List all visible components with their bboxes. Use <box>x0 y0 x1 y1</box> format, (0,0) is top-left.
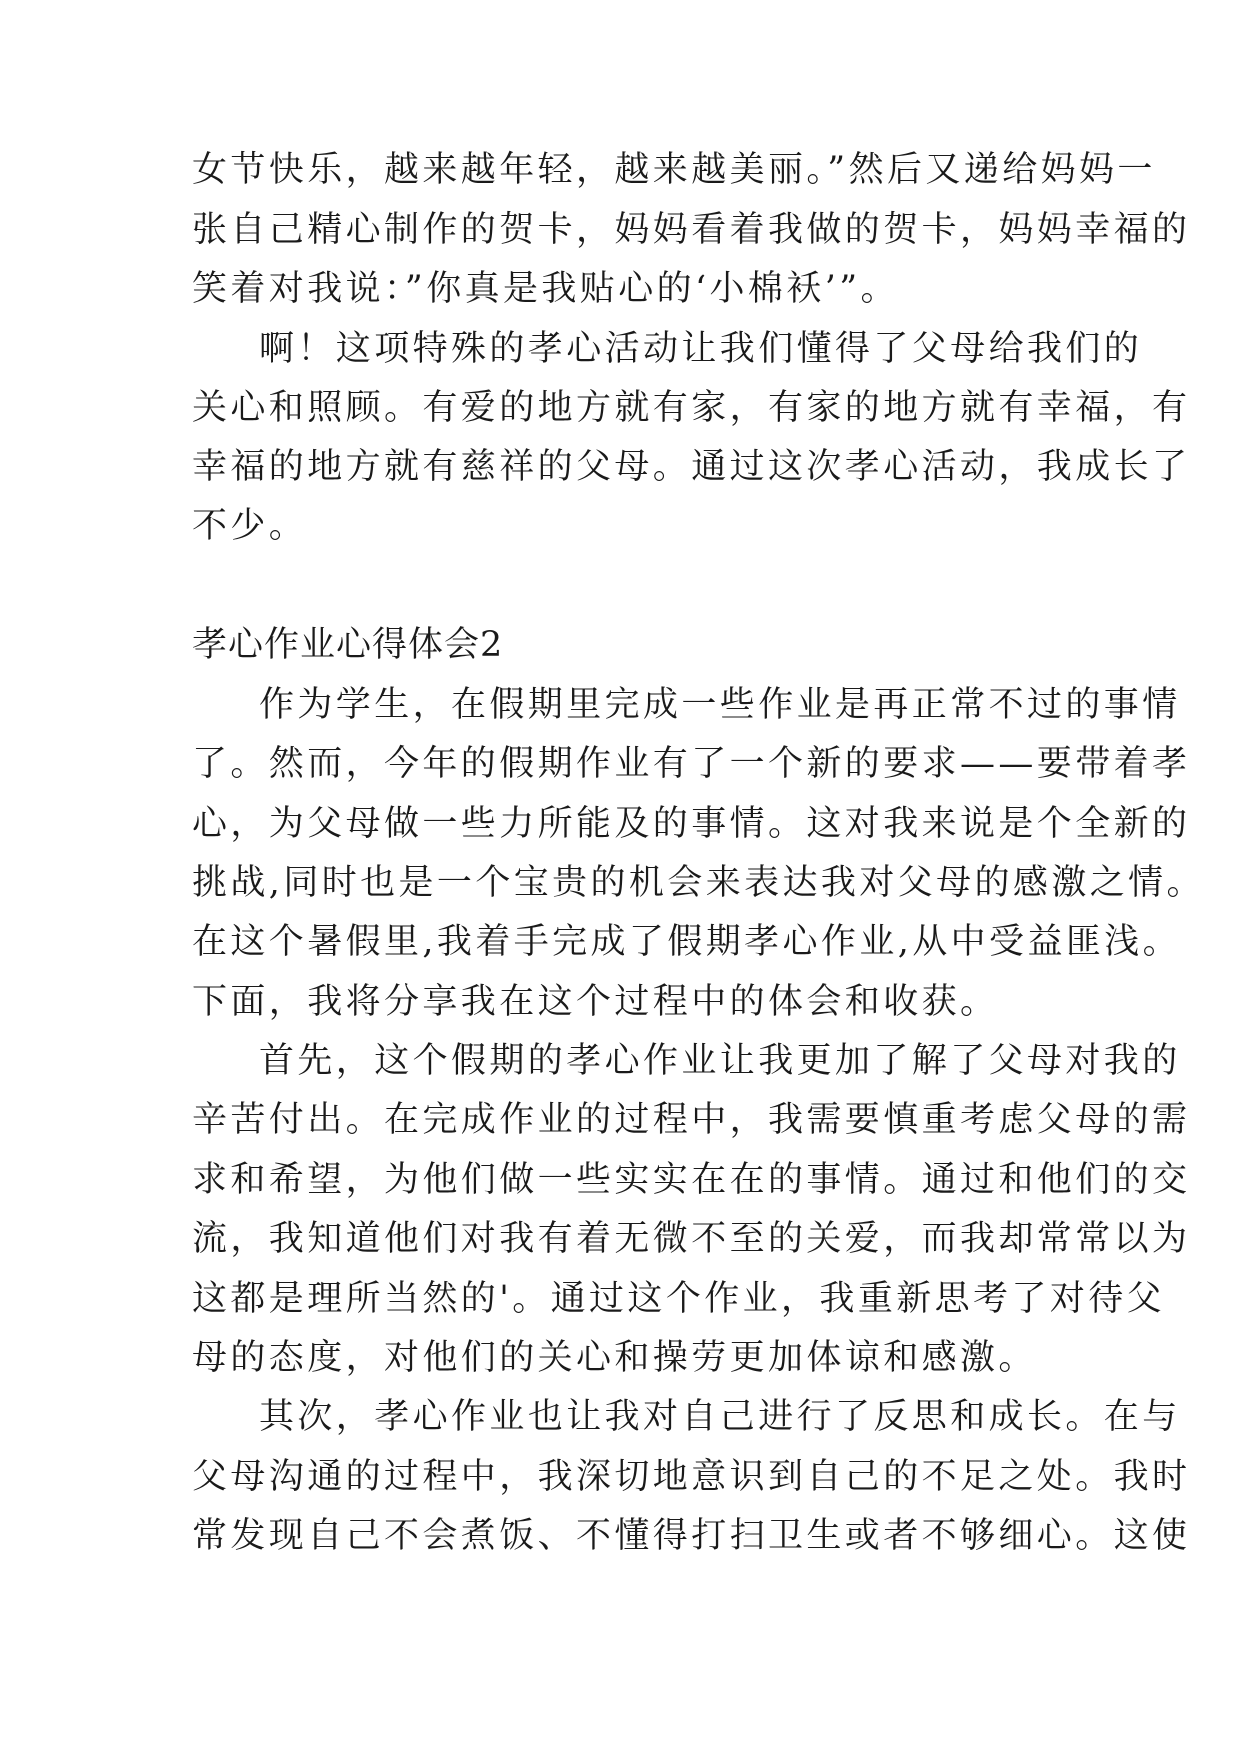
paragraph-line: 心，为父母做一些力所能及的事情。这对我来说是个全新的 <box>192 804 1191 844</box>
paragraph-line: 关心和照顾。有爱的地方就有家，有家的地方就有幸福，有 <box>192 388 1191 428</box>
paragraph-line: 啊！这项特殊的孝心活动让我们懂得了父母给我们的 <box>259 329 1143 369</box>
paragraph-line: 父母沟通的过程中，我深切地意识到自己的不足之处。我时 <box>192 1457 1191 1497</box>
paragraph-line: 这都是理所当然的'。通过这个作业，我重新思考了对待父 <box>192 1279 1166 1319</box>
paragraph-line: 流，我知道他们对我有着无微不至的关爱，而我却常常以为 <box>192 1219 1191 1259</box>
paragraph-line: 笑着对我说：”你真是我贴心的‘小棉袄’”。 <box>192 269 899 309</box>
section-heading: 孝心作业心得体会2 <box>192 625 504 665</box>
paragraph-line: 了。然而，今年的假期作业有了一个新的要求——要带着孝 <box>192 744 1191 784</box>
paragraph-line: 挑战,同时也是一个宝贵的机会来表达我对父母的感激之情。 <box>192 863 1205 903</box>
paragraph-line: 辛苦付出。在完成作业的过程中，我需要慎重考虑父母的需 <box>192 1100 1191 1140</box>
paragraph-line: 母的态度，对他们的关心和操劳更加体谅和感激。 <box>192 1338 1037 1378</box>
paragraph-line: 下面，我将分享我在这个过程中的体会和收获。 <box>192 982 999 1022</box>
paragraph-line: 作为学生，在假期里完成一些作业是再正常不过的事情 <box>259 685 1181 725</box>
paragraph-line: 不少。 <box>192 506 308 546</box>
paragraph-line: 在这个暑假里,我着手完成了假期孝心作业,从中受益匪浅。 <box>192 922 1182 962</box>
paragraph-line: 张自己精心制作的贺卡，妈妈看着我做的贺卡，妈妈幸福的 <box>192 210 1191 250</box>
paragraph-line: 其次，孝心作业也让我对自己进行了反思和成长。在与 <box>259 1397 1181 1437</box>
paragraph-line: 常发现自己不会煮饭、不懂得打扫卫生或者不够细心。这使 <box>192 1516 1191 1556</box>
paragraph-line: 幸福的地方就有慈祥的父母。通过这次孝心活动，我成长了 <box>192 447 1191 487</box>
paragraph-line: 女节快乐，越来越年轻，越来越美丽。”然后又递给妈妈一 <box>192 150 1156 190</box>
paragraph-line: 首先，这个假期的孝心作业让我更加了解了父母对我的 <box>259 1041 1181 1081</box>
paragraph-line: 求和希望，为他们做一些实实在在的事情。通过和他们的交 <box>192 1160 1191 1200</box>
